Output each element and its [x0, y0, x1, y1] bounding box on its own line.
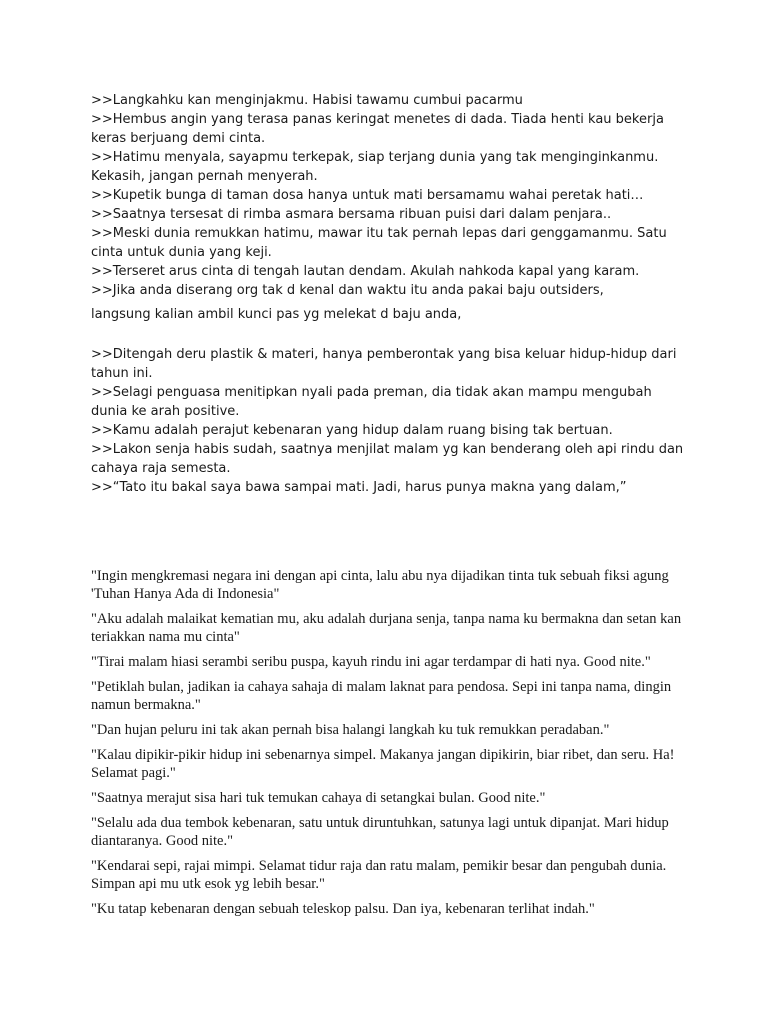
quote: "Tirai malam hiasi serambi seribu puspa, kayuh rindu ini agar terdampar di hati nya. Good nite." — [91, 654, 651, 670]
sans-text-block — [91, 91, 691, 497]
line: >>Hembus angin yang terasa panas keringat menetes di dada. Tiada henti kau bekerja keras berjuang demi cinta. — [91, 112, 664, 146]
quote: "Ku tatap kebenaran dengan sebuah teleskop palsu. Dan iya, kebenaran terlihat indah." — [91, 901, 595, 917]
quote: "Selalu ada dua tembok kebenaran, satu untuk diruntuhkan, satunya lagi untuk dipanjat. Mari hidup diantaranya. Good nite." — [91, 815, 669, 849]
quote: "Dan hujan peluru ini tak akan pernah bisa halangi langkah ku tuk remukkan peradaban." — [91, 722, 610, 738]
quote: "Aku adalah malaikat kematian mu, aku adalah durjana senja, tanpa nama ku bermakna dan setan kan teriakkan nama mu cinta" — [91, 611, 682, 645]
quote: "Ingin mengkremasi negara ini dengan api cinta, lalu abu nya dijadikan tinta tuk sebuah fiksi agung 'Tuhan Hanya Ada di Indonesia" — [91, 568, 669, 602]
quote: "Petiklah bulan, jadikan ia cahaya sahaja di malam laknat para pendosa. Sepi ini tanpa nama, dingin namun bermakna." — [91, 679, 672, 713]
line: >>Kamu adalah perajut kebenaran yang hidup dalam ruang bising tak bertuan. — [91, 423, 613, 438]
quote: "Saatnya merajut sisa hari tuk temukan cahaya di setangkai bulan. Good nite." — [91, 790, 546, 806]
line: >>“Tato itu bakal saya bawa sampai mati. Jadi, harus punya makna yang dalam,” — [91, 480, 627, 495]
line: >>Ditengah deru plastik & materi, hanya pemberontak yang bisa keluar hidup-hidup dari tahun ini. — [91, 347, 677, 381]
quote: "Kalau dipikir-pikir hidup ini sebenarnya simpel. Makanya jangan dipikirin, biar ribet, dan seru. Ha! Selamat pagi." — [91, 747, 675, 781]
line: >>Jika anda diserang org tak d kenal dan waktu itu anda pakai baju outsiders, — [91, 283, 604, 298]
line: >>Hatimu menyala, sayapmu terkepak, siap terjang dunia yang tak menginginkanmu. Kekasih, jangan pernah menyerah. — [91, 150, 659, 184]
line: >>Kupetik bunga di taman dosa hanya untuk mati bersamamu wahai peretak hati… — [91, 188, 644, 203]
line: >>Selagi penguasa menitipkan nyali pada preman, dia tidak akan mampu mengubah dunia ke arah positive. — [91, 385, 652, 419]
line: >>Terseret arus cinta di tengah lautan dendam. Akulah nahkoda kapal yang karam. — [91, 264, 640, 279]
line: >>Langkahku kan menginjakmu. Habisi tawamu cumbui pacarmu — [91, 93, 523, 108]
line: langsung kalian ambil kunci pas yg melekat d baju anda, — [91, 307, 462, 322]
line: >>Meski dunia remukkan hatimu, mawar itu tak pernah lepas dari genggamanmu. Satu cinta untuk dunia yang keji. — [91, 226, 667, 260]
line: >>Lakon senja habis sudah, saatnya menjilat malam yg kan benderang oleh api rindu dan cahaya raja semesta. — [91, 442, 684, 476]
quote: "Kendarai sepi, rajai mimpi. Selamat tidur raja dan ratu malam, pemikir besar dan pengubah dunia. Simpan api mu utk esok yg lebih besar." — [91, 858, 667, 892]
quotes-block — [91, 567, 691, 925]
line: >>Saatnya tersesat di rimba asmara bersama ribuan puisi dari dalam penjara.. — [91, 207, 612, 222]
